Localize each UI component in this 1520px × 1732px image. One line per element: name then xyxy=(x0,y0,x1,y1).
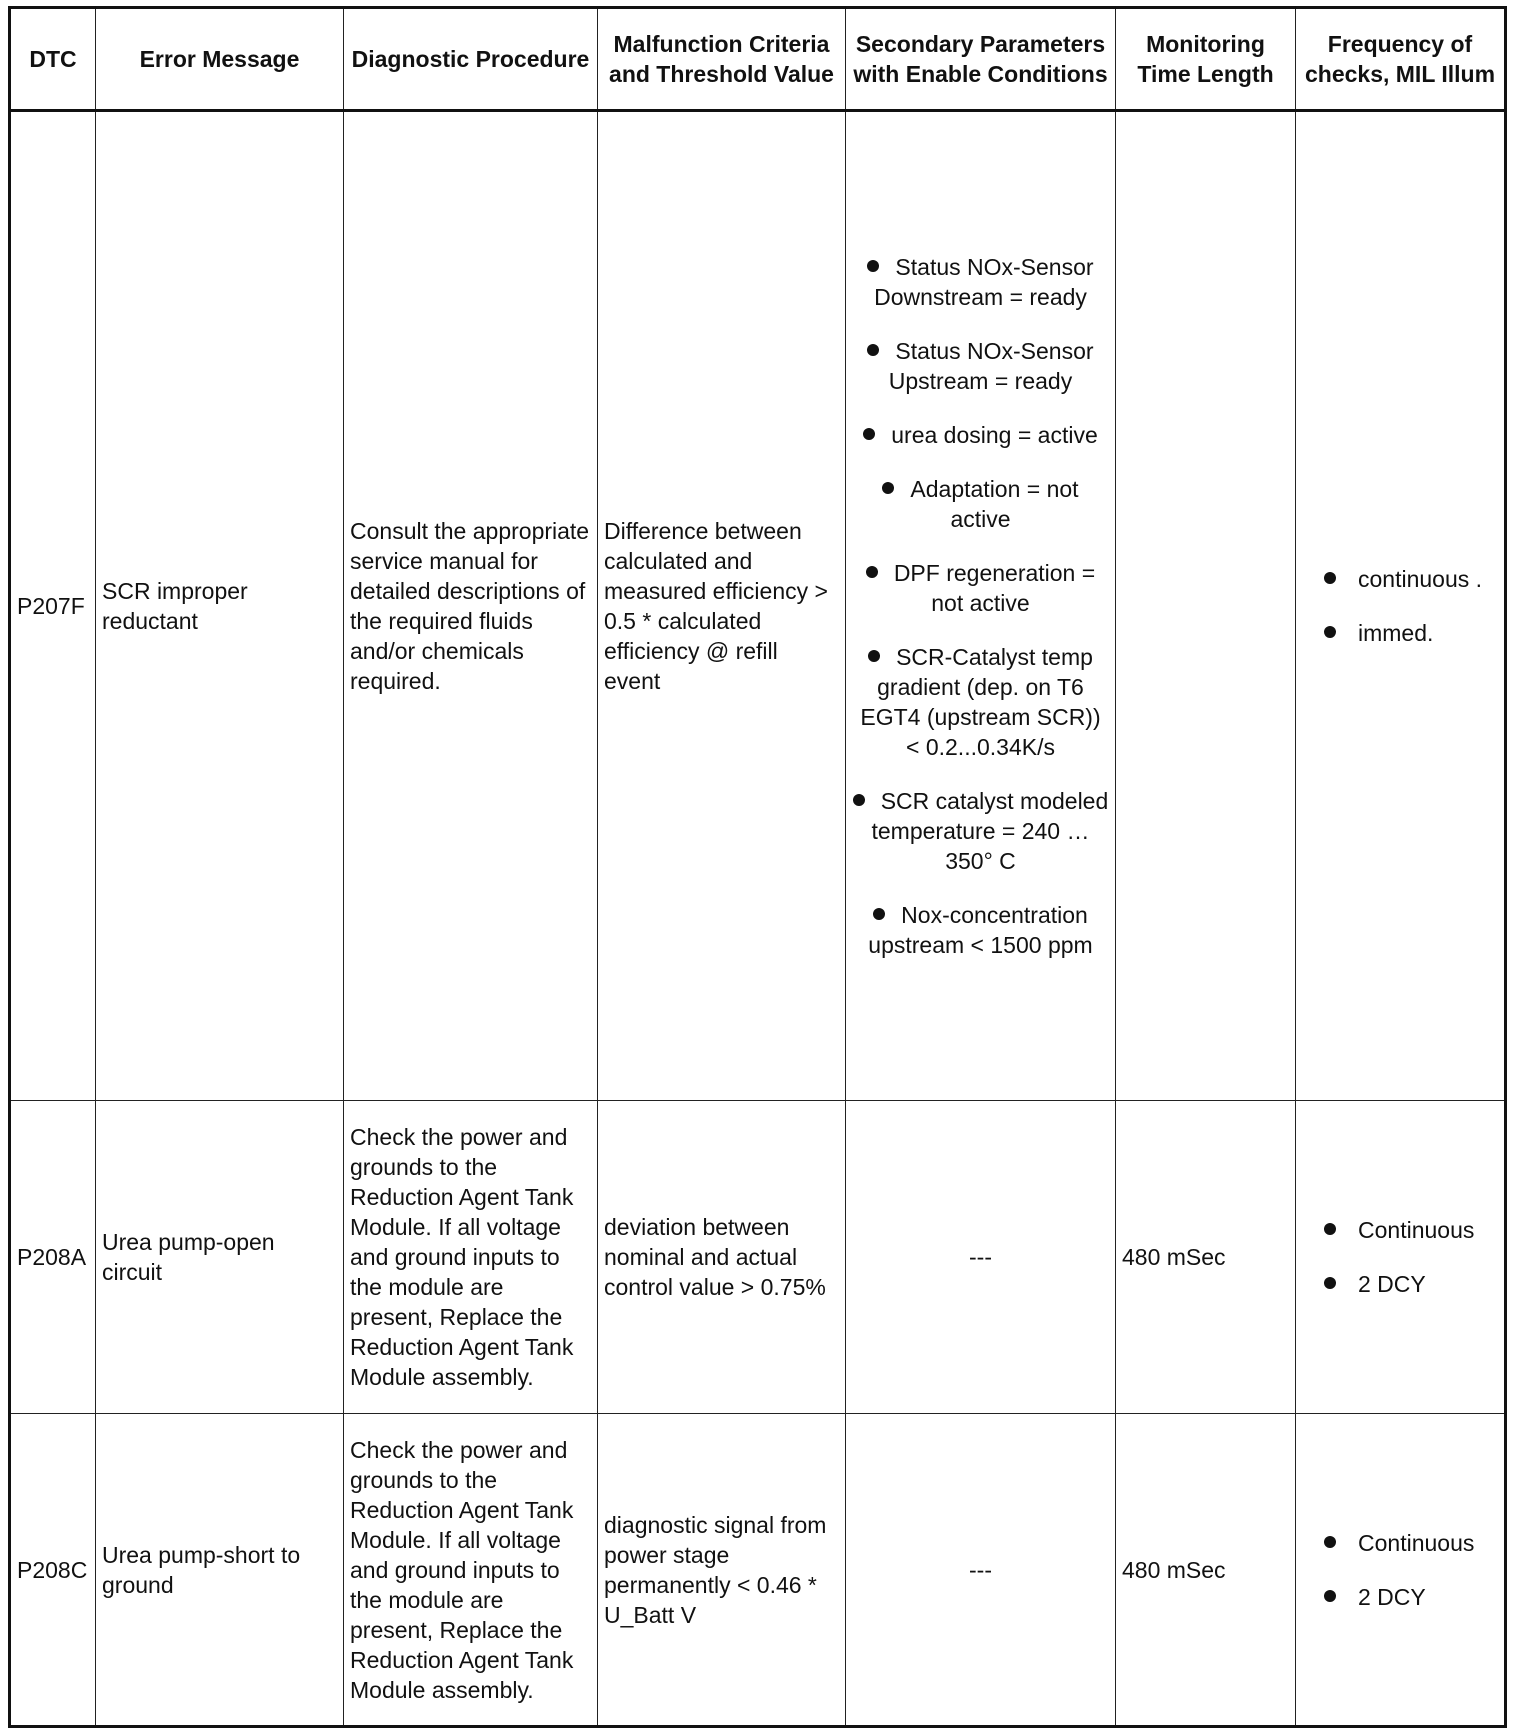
list-item-text: SCR catalyst modeled temperature = 240 … 350° C xyxy=(871,788,1109,875)
header-malfunction-criteria: Malfunction Criteria and Threshold Value xyxy=(598,8,846,111)
bullet-icon xyxy=(853,794,865,806)
dtc-code: P208C xyxy=(10,1414,96,1727)
header-diagnostic-procedure: Diagnostic Procedure xyxy=(344,8,598,111)
bullet-icon xyxy=(1324,626,1336,638)
list-item xyxy=(852,900,1109,960)
bullet-icon xyxy=(867,260,879,272)
frequency-list xyxy=(1302,1528,1498,1612)
bullet-icon xyxy=(863,428,875,440)
diagnostic-procedure: Check the power and grounds to the Reduction Agent Tank Module. If all voltage and ground inputs to the module are present, Replace the Reduction Agent Tank Module assembly. xyxy=(344,1101,598,1414)
list-item xyxy=(852,336,1109,396)
bullet-icon xyxy=(1324,572,1336,584)
malfunction-criteria: deviation between nominal and actual control value > 0.75% xyxy=(598,1101,846,1414)
list-item-text: 2 DCY xyxy=(1358,1583,1426,1610)
header-secondary-parameters: Secondary Parameters with Enable Conditions xyxy=(846,8,1116,111)
list-item xyxy=(852,642,1109,762)
diagnostic-procedure: Consult the appropriate service manual for detailed descriptions of the required fluids and/or chemicals required. xyxy=(344,111,598,1101)
list-item xyxy=(852,558,1109,618)
list-item-text: continuous . xyxy=(1358,566,1483,593)
bullet-icon xyxy=(866,566,878,578)
bullet-icon xyxy=(1324,1223,1336,1235)
list-item xyxy=(1302,1528,1498,1558)
header-frequency: Frequency of checks, MIL Illum xyxy=(1296,8,1506,111)
error-message: Urea pump-open circuit xyxy=(96,1101,344,1414)
list-item-text: urea dosing = active xyxy=(891,422,1098,449)
monitoring-time: 480 mSec xyxy=(1116,1101,1296,1414)
list-item-text: Nox-concentration upstream < 1500 ppm xyxy=(868,902,1093,959)
table-row xyxy=(10,111,1506,1101)
list-item xyxy=(1302,1582,1498,1612)
frequency xyxy=(1296,1101,1506,1414)
list-item-text: Status NOx-Sensor Downstream = ready xyxy=(874,254,1094,311)
list-item-text: 2 DCY xyxy=(1358,1271,1426,1298)
dtc-code: P207F xyxy=(10,111,96,1101)
header-dtc: DTC xyxy=(10,8,96,111)
error-message: SCR improper reductant xyxy=(96,111,344,1101)
list-item-text: Continuous xyxy=(1358,1529,1475,1556)
list-item xyxy=(852,786,1109,876)
monitoring-time xyxy=(1116,111,1296,1101)
frequency-list xyxy=(1302,564,1498,648)
secondary-parameters: --- xyxy=(846,1101,1116,1414)
table-row xyxy=(10,1414,1506,1727)
list-item-text: immed. xyxy=(1358,620,1434,647)
error-message: Urea pump-short to ground xyxy=(96,1414,344,1727)
bullet-icon xyxy=(873,908,885,920)
secondary-parameters-list xyxy=(852,252,1109,960)
table-row xyxy=(10,1101,1506,1414)
dtc-table xyxy=(8,6,1507,1728)
bullet-icon xyxy=(1324,1536,1336,1548)
frequency xyxy=(1296,111,1506,1101)
secondary-parameters: --- xyxy=(846,1414,1116,1727)
list-item-text: SCR-Catalyst temp gradient (dep. on T6 EGT4 (upstream SCR)) < 0.2...0.34K/s xyxy=(860,644,1101,761)
secondary-parameters xyxy=(846,111,1116,1101)
list-item xyxy=(852,420,1109,450)
frequency-list xyxy=(1302,1215,1498,1299)
bullet-icon xyxy=(882,482,894,494)
frequency xyxy=(1296,1414,1506,1727)
list-item xyxy=(1302,618,1498,648)
bullet-icon xyxy=(1324,1590,1336,1602)
malfunction-criteria: diagnostic signal from power stage permanently < 0.46 * U_Batt V xyxy=(598,1414,846,1727)
list-item xyxy=(1302,1215,1498,1245)
malfunction-criteria: Difference between calculated and measured efficiency > 0.5 * calculated efficiency @ refill event xyxy=(598,111,846,1101)
list-item-text: DPF regeneration = not active xyxy=(893,560,1096,617)
list-item xyxy=(852,252,1109,312)
list-item-text: Adaptation = not active xyxy=(910,476,1079,533)
dtc-code: P208A xyxy=(10,1101,96,1414)
monitoring-time: 480 mSec xyxy=(1116,1414,1296,1727)
list-item-text: Continuous xyxy=(1358,1217,1475,1244)
list-item xyxy=(1302,564,1498,594)
header-error-message: Error Message xyxy=(96,8,344,111)
bullet-icon xyxy=(1324,1277,1336,1289)
diagnostic-procedure: Check the power and grounds to the Reduction Agent Tank Module. If all voltage and ground inputs to the module are present, Replace the Reduction Agent Tank Module assembly. xyxy=(344,1414,598,1727)
list-item xyxy=(1302,1269,1498,1299)
header-row xyxy=(10,8,1506,111)
bullet-icon xyxy=(868,650,880,662)
list-item-text: Status NOx-Sensor Upstream = ready xyxy=(888,338,1094,395)
header-monitoring-time: Monitoring Time Length xyxy=(1116,8,1296,111)
list-item xyxy=(852,474,1109,534)
bullet-icon xyxy=(867,344,879,356)
